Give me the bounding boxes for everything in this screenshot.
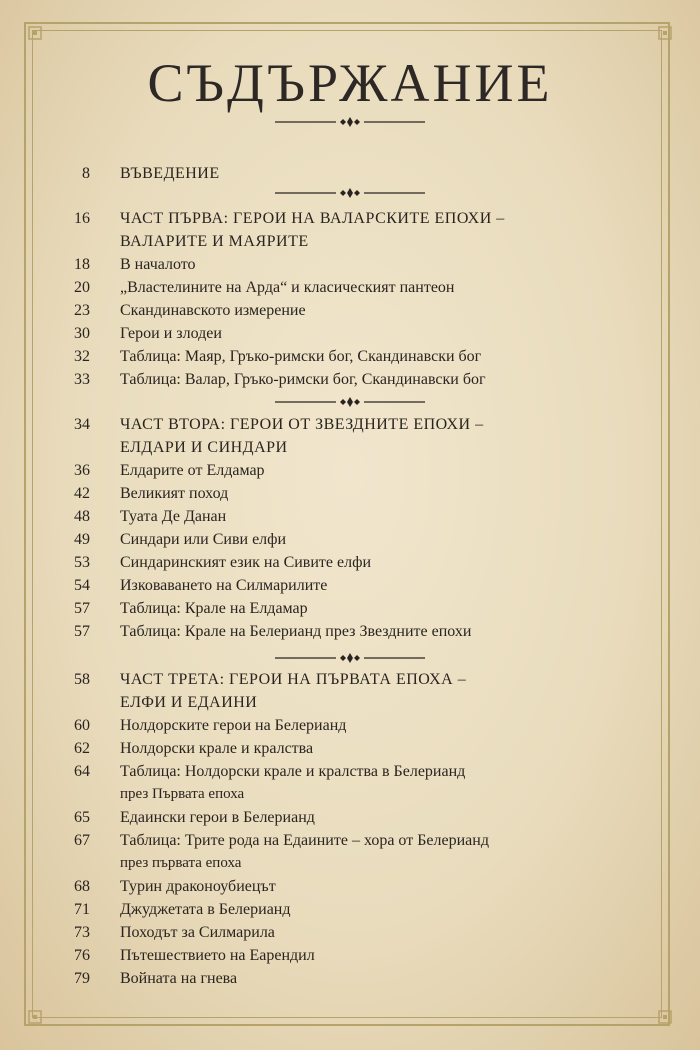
page-number: 76	[74, 947, 90, 964]
entry-title: В началото	[120, 256, 196, 273]
page-number: 30	[74, 325, 90, 342]
page-number: 54	[74, 577, 90, 594]
entry-title: Елдарите от Елдамар	[120, 462, 265, 479]
page-number: 57	[74, 600, 90, 617]
page-number: 36	[74, 462, 90, 479]
corner-ornament-icon	[656, 1008, 674, 1026]
entry-title: ЕЛДАРИ И СИНДАРИ	[120, 439, 288, 456]
entry-title: през първата епоха	[120, 855, 242, 871]
entry-title: ВЪВЕДЕНИЕ	[120, 165, 220, 182]
entry-title: Герои и злодеи	[120, 325, 222, 342]
page-number: 23	[74, 302, 90, 319]
page-number: 20	[74, 279, 90, 296]
page-title: СЪДЪРЖАНИЕ	[147, 53, 553, 113]
page-number: 67	[74, 832, 90, 849]
entry-title: ЧАСТ ТРЕТА: ГЕРОИ НА ПЪРВАТА ЕПОХА –	[120, 671, 467, 688]
entry-title: Походът за Силмарила	[120, 924, 275, 941]
entry-title: Едаински герои в Белерианд	[120, 809, 315, 826]
page-number: 8	[82, 165, 90, 182]
page-number: 58	[74, 671, 90, 688]
ornament-divider-icon	[275, 651, 425, 665]
corner-ornament-icon	[26, 24, 44, 42]
ornament-divider-icon	[275, 186, 425, 200]
corner-ornament-icon	[656, 24, 674, 42]
page-number: 32	[74, 348, 90, 365]
ornament-divider-icon	[275, 115, 425, 129]
entry-title: Таблица: Трите рода на Едаините – хора от Белерианд	[120, 832, 489, 849]
entry-title: през Първата епоха	[120, 786, 245, 802]
entry-title: „Властелините на Арда“ и класическият пантеон	[120, 279, 455, 296]
entry-title: Скандинавското измерение	[120, 302, 306, 319]
page-number: 68	[74, 878, 90, 895]
entry-title: Войната на гнева	[120, 970, 238, 987]
page-number: 18	[74, 256, 90, 273]
page-number: 33	[74, 371, 90, 388]
entry-title: Пътешествието на Еарендил	[120, 947, 315, 964]
entry-title: Таблица: Крале на Белерианд през Звездните епохи	[120, 623, 472, 640]
entry-title: Изковаването на Силмарилите	[120, 577, 328, 594]
entry-title: Нолдорските герои на Белерианд	[120, 717, 347, 734]
entry-title: Таблица: Крале на Елдамар	[120, 600, 308, 617]
entry-title: Синдари или Сиви елфи	[120, 531, 287, 548]
page-number: 71	[74, 901, 90, 918]
entry-title: ЧАСТ ВТОРА: ГЕРОИ ОТ ЗВЕЗДНИТЕ ЕПОХИ –	[120, 416, 484, 433]
entry-title: Синдаринският език на Сивите елфи	[120, 554, 372, 571]
page-number: 64	[74, 763, 90, 780]
page-number: 79	[74, 970, 90, 987]
entry-title: Таблица: Валар, Гръко-римски бог, Скандинавски бог	[120, 371, 486, 388]
entry-title: ВАЛАРИТЕ И МАЯРИТЕ	[120, 233, 309, 250]
page-number: 48	[74, 508, 90, 525]
page-number: 60	[74, 717, 90, 734]
page-number: 57	[74, 623, 90, 640]
entry-title: Джуджетата в Белерианд	[120, 901, 291, 918]
page-number: 42	[74, 485, 90, 502]
page-number: 73	[74, 924, 90, 941]
entry-title: ЕЛФИ И ЕДАИНИ	[120, 694, 258, 711]
entry-title: Туата Де Данан	[120, 508, 227, 525]
entry-title: ЧАСТ ПЪРВА: ГЕРОИ НА ВАЛАРСКИТЕ ЕПОХИ –	[120, 210, 505, 227]
entry-title: Нолдорски крале и кралства	[120, 740, 314, 757]
page-number: 49	[74, 531, 90, 548]
ornament-divider-icon	[275, 395, 425, 409]
entry-title: Таблица: Нолдорски крале и кралства в Белерианд	[120, 763, 466, 780]
page-number: 65	[74, 809, 90, 826]
corner-ornament-icon	[26, 1008, 44, 1026]
page-number: 34	[74, 416, 90, 433]
entry-title: Турин драконоубиецът	[120, 878, 276, 895]
entry-title: Великият поход	[120, 485, 229, 502]
page-number: 53	[74, 554, 90, 571]
page-number: 62	[74, 740, 90, 757]
entry-title: Таблица: Маяр, Гръко-римски бог, Скандинавски бог	[120, 348, 482, 365]
page-number: 16	[74, 210, 90, 227]
